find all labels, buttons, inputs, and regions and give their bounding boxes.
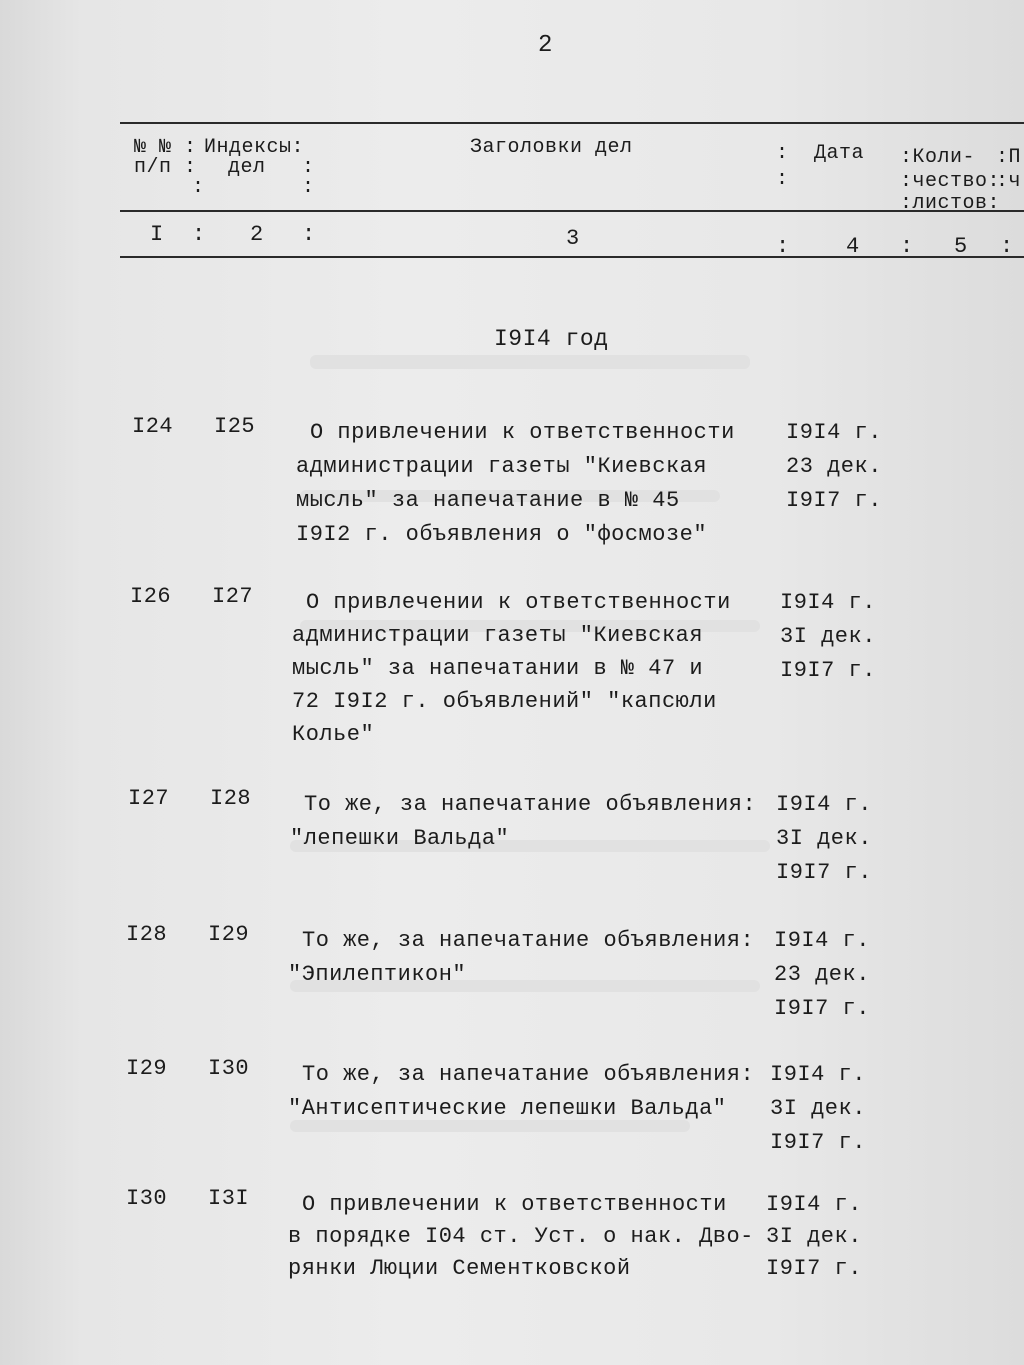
header-col5-line3: :листов: bbox=[900, 192, 1001, 215]
entry-title-line: в порядке I04 ст. Уст. о нак. Дво- bbox=[288, 1224, 754, 1249]
header-col2-line2: дел bbox=[228, 156, 266, 179]
colnum-2: 2 bbox=[250, 222, 264, 247]
entry-date-line: 23 дек. bbox=[774, 962, 870, 987]
entry-date-line: 3I дек. bbox=[776, 826, 872, 851]
entry-date-line: I9I7 г. bbox=[786, 488, 882, 513]
entry-number: I28 bbox=[126, 922, 168, 947]
entry-title-line: Колье" bbox=[292, 722, 375, 747]
entry-date-line: I9I4 г. bbox=[786, 420, 882, 445]
entry-number: I30 bbox=[126, 1186, 168, 1211]
colnum-sep-4: : bbox=[900, 234, 914, 259]
entry-date-line: I9I7 г. bbox=[776, 860, 872, 885]
entry-title-line: I9I2 г. объявления о "фосмозе" bbox=[296, 522, 708, 547]
colnum-sep-1: : bbox=[192, 222, 206, 247]
header-bottom-rule bbox=[120, 256, 1024, 258]
entry-title-line: О привлечении к ответственности bbox=[310, 420, 735, 445]
entry-number: I29 bbox=[126, 1056, 168, 1081]
header-top-rule bbox=[120, 122, 1024, 124]
entry-date-line: I9I4 г. bbox=[770, 1062, 866, 1087]
entry-date-line: I9I7 г. bbox=[774, 996, 870, 1021]
entry-title-line: "лепешки Вальда" bbox=[290, 826, 510, 851]
entry-title-line: администрации газеты "Киевская bbox=[292, 623, 704, 648]
header-col4-title: Дата bbox=[814, 142, 865, 165]
entry-date-line: 3I дек. bbox=[770, 1096, 866, 1121]
header-col6-line2: :ч bbox=[996, 170, 1022, 193]
header-mid-rule bbox=[120, 210, 1024, 212]
entry-title-line: О привлечении к ответственности bbox=[306, 590, 731, 615]
header-col5-line2: :чество: bbox=[900, 170, 1001, 193]
entry-date-line: I9I4 г. bbox=[780, 590, 876, 615]
entry-title-line: мысль" за напечатание в № 45 bbox=[296, 488, 680, 513]
header-col2-colon1: : bbox=[302, 156, 315, 179]
entry-title-line: "Антисептические лепешки Вальда" bbox=[288, 1096, 727, 1121]
entry-title-line: О привлечении к ответственности bbox=[302, 1192, 727, 1217]
entry-date-line: 23 дек. bbox=[786, 454, 882, 479]
header-col6-line1: :П bbox=[996, 146, 1022, 169]
entry-title-line: рянки Люции Сементковской bbox=[288, 1256, 631, 1281]
entry-title-line: То же, за напечатание объявления: bbox=[304, 792, 757, 817]
header-col2-line1: Индексы: bbox=[204, 136, 305, 159]
colnum-3: 3 bbox=[566, 226, 580, 251]
entry-title-line: "Эпилептикон" bbox=[288, 962, 467, 987]
entry-title-line: То же, за напечатание объявления: bbox=[302, 1062, 755, 1087]
entry-date-line: I9I4 г. bbox=[766, 1192, 862, 1217]
colnum-sep-3: : bbox=[776, 234, 790, 259]
colnum-sep-5: : bbox=[1000, 234, 1014, 259]
colnum-5: 5 bbox=[954, 234, 968, 259]
entry-index: I28 bbox=[210, 786, 252, 811]
page-number: 2 bbox=[538, 32, 553, 59]
entry-date-line: I9I4 г. bbox=[776, 792, 872, 817]
entry-title-line: мысль" за напечатании в № 47 и bbox=[292, 656, 704, 681]
header-col1-colon: : bbox=[192, 176, 205, 199]
header-col2-colon2: : bbox=[302, 176, 315, 199]
entry-index: I3I bbox=[208, 1186, 250, 1211]
header-col4-colon2: : bbox=[776, 168, 789, 191]
entry-date-line: I9I7 г. bbox=[766, 1256, 862, 1281]
entry-date-line: I9I4 г. bbox=[774, 928, 870, 953]
entry-index: I27 bbox=[212, 584, 254, 609]
header-col5-line1: :Коли- bbox=[900, 146, 976, 169]
entry-number: I26 bbox=[130, 584, 172, 609]
entry-title-line: администрации газеты "Киевская bbox=[296, 454, 708, 479]
year-heading: I9I4 год bbox=[494, 326, 609, 352]
colnum-4: 4 bbox=[846, 234, 860, 259]
header-col1-line2: п/п : bbox=[134, 156, 197, 179]
entry-date-line: 3I дек. bbox=[766, 1224, 862, 1249]
entry-date-line: 3I дек. bbox=[780, 624, 876, 649]
header-col1-line1: № № : bbox=[134, 136, 197, 159]
entry-date-line: I9I7 г. bbox=[770, 1130, 866, 1155]
entry-index: I25 bbox=[214, 414, 256, 439]
entry-date-line: I9I7 г. bbox=[780, 658, 876, 683]
entry-number: I27 bbox=[128, 786, 170, 811]
header-col3-title: Заголовки дел bbox=[470, 136, 633, 159]
entry-index: I30 bbox=[208, 1056, 250, 1081]
entry-title-line: 72 I9I2 г. объявлений" "капсюли bbox=[292, 689, 717, 714]
entry-index: I29 bbox=[208, 922, 250, 947]
entry-number: I24 bbox=[132, 414, 174, 439]
header-col4-colon1: : bbox=[776, 142, 789, 165]
colnum-1: I bbox=[150, 222, 164, 247]
colnum-sep-2: : bbox=[302, 222, 316, 247]
entry-title-line: То же, за напечатание объявления: bbox=[302, 928, 755, 953]
